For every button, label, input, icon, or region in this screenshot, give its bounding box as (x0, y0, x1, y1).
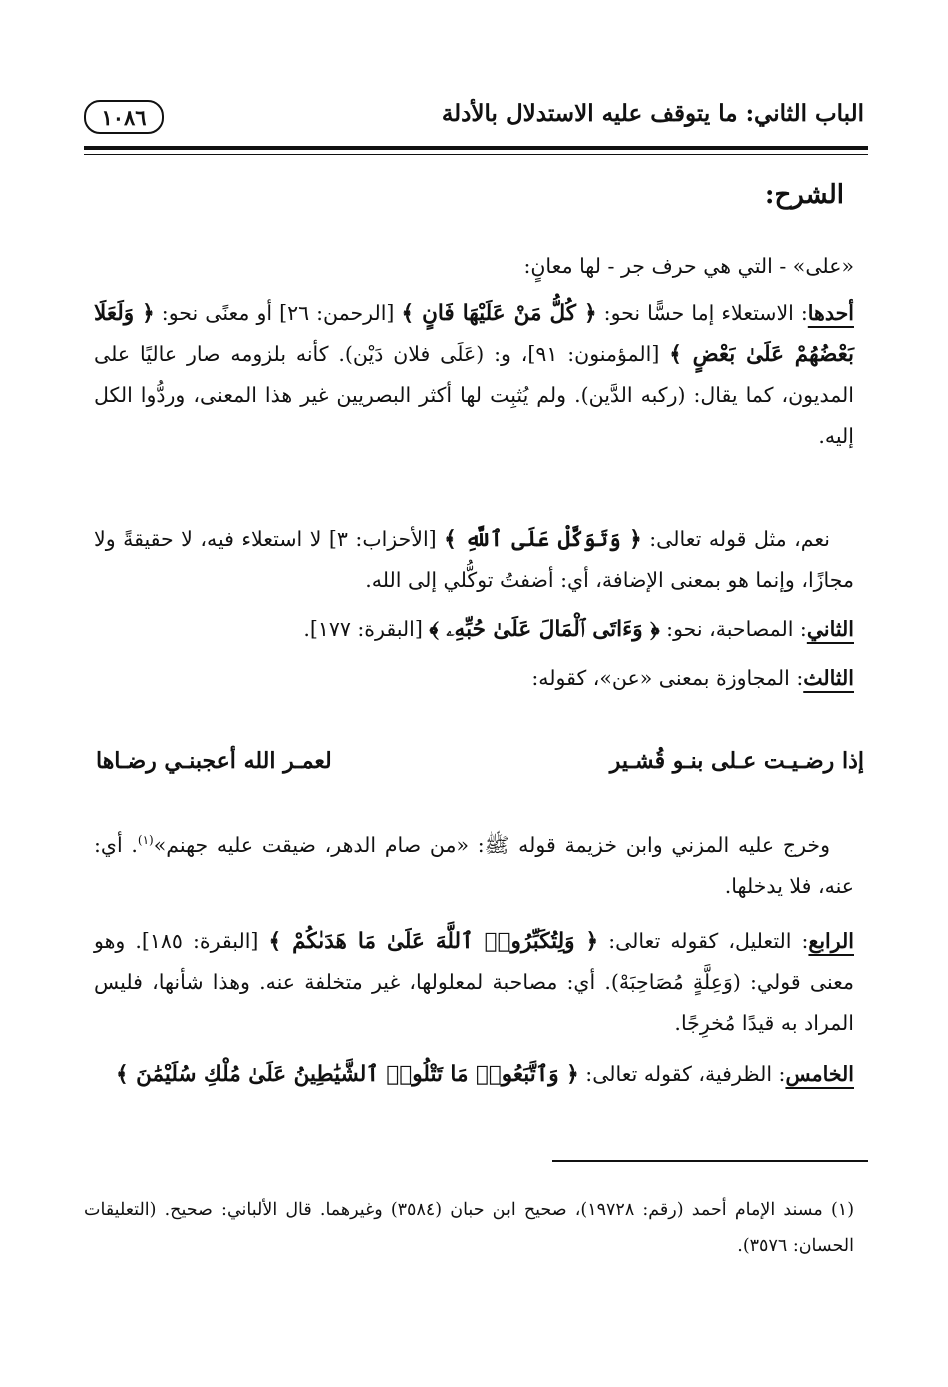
second-meaning-label: الثاني (806, 617, 854, 641)
naam-text-b: [الأحزاب: ٣] لا استعلاء فيه، لا حقيقةً ولا مجازًا، وإنما هو بمعنى الإضافة، أي: أضفتُ توكُّلي إلى الله. (94, 527, 854, 592)
third-meaning-label: الثالث (803, 666, 854, 690)
fifth-meaning-text: : الظرفية، كقوله تعالى: (578, 1061, 786, 1086)
first-meaning-paragraph (94, 293, 854, 457)
quran-verse: ﴿ كُلُّ مَنْ عَلَيْهَا فَانٍ ﴾ (401, 301, 597, 326)
poetry-verse (96, 748, 864, 788)
fourth-meaning-label: الرابع (808, 928, 854, 953)
fourth-meaning-text-b: [البقرة: ١٨٥]. وهو معنى قولي: (وَعِلَّةٍ مُصَاحِبَهْ). أي: مصاحبة لمعلولها، غير متخلفة عنه. وهذا شأنها، فليس المراد به قيدًا مُخرِجًا. (94, 928, 854, 1035)
footnotes (84, 1192, 854, 1264)
header-rule-thick (84, 146, 868, 150)
verse-second-hemistich: لعمـر الله أعجبنـي رضـاها (96, 748, 332, 774)
naam-text-a: نعم، مثل قوله تعالى: (641, 527, 830, 551)
hadith-text-b: . أي: عنه، فلا يدخلها. (94, 832, 854, 898)
first-meaning-text-b: [الرحمن: ٢٦] أو معنًى نحو: (154, 301, 402, 325)
fifth-meaning-label: الخامس (785, 1061, 854, 1086)
first-meaning-text-a: : الاستعلاء إما حسًّا نحو: (596, 301, 808, 325)
section-title: الشرح: (764, 180, 844, 210)
second-meaning-paragraph (94, 609, 854, 650)
quran-verse: ﴿ وَلِتُكَبِّرُوا۟ ٱللَّهَ عَلَىٰ مَا هَدَىٰكُمْ ﴾ (268, 928, 599, 954)
footnote-separator (552, 1160, 868, 1162)
fourth-meaning-paragraph (94, 921, 854, 1044)
quran-verse: ﴿ وَلَعَلَا بَعْضُهُمْ عَلَىٰ بَعْضٍ ﴾ (94, 301, 855, 367)
body-group-3 (94, 820, 854, 1095)
second-meaning-text-a: : المصاحبة، نحو: (659, 617, 807, 641)
third-meaning-paragraph (94, 658, 854, 699)
quran-verse: ﴿ وَءَاتَى ٱلْمَالَ عَلَىٰ حُبِّهِۦ ﴾ (429, 617, 660, 642)
footnote-ref[interactable]: (١) (137, 833, 154, 847)
fifth-meaning-paragraph (94, 1054, 854, 1095)
quran-verse: ﴿ وَٱتَّبَعُوا۟ مَا تَتْلُوا۟ ٱلشَّيَٰطِينُ عَلَىٰ مُلْكِ سُلَيْمَٰنَ ﴾ (116, 1061, 579, 1087)
third-meaning-text: : المجاوزة بمعنى «عن»، كقوله: (531, 666, 804, 690)
hadith-text-a: وخرج عليه المزني وابن خزيمة قوله ﷺ: «من صام الدهر، ضيقت عليه جهنم» (153, 832, 830, 857)
running-title: الباب الثاني: ما يتوقف عليه الاستدلال بالأدلة (441, 100, 864, 127)
page-header (84, 100, 868, 142)
fourth-meaning-text-a: : التعليل، كقوله تعالى: (598, 928, 809, 953)
intro-paragraph: «على» - التي هي حرف جر - لها معانٍ: (523, 254, 854, 278)
first-meaning-text-c: [المؤمنون: ٩١]، و: (عَلَى فلان دَيْن). كأنه بلزومه صار عاليًا على المديون، كما يقال: (ركبه الدَّين). ولم يُثبِت لها أكثر البصريين غير هذا المعنى، وردُّوا الكل إليه. (94, 342, 854, 448)
footnote-1: (١) مسند الإمام أحمد (رقم: ١٩٧٢٨)، صحيح ابن حبان (٣٥٨٤) وغيرهما. قال الألباني: صحيح. (التعليقات الحسان: ٣٥٧٦). (84, 1200, 855, 1256)
page-number: ١٠٨٦ (84, 100, 164, 134)
body-group-1 (94, 246, 854, 457)
hadith-paragraph (94, 820, 854, 907)
naam-paragraph (94, 519, 854, 601)
body-group-2 (94, 519, 854, 699)
verse-first-hemistich: إذا رضـيـت عـلى بنـو قُشـير (609, 748, 864, 774)
quran-verse: ﴿ وَتَوَكَّلْ عَلَى ٱللَّهِ ﴾ (444, 527, 642, 552)
second-meaning-text-b: [البقرة: ١٧٧]. (303, 617, 430, 641)
first-meaning-label: أحدها (807, 301, 854, 325)
header-rule-thin (84, 154, 868, 155)
